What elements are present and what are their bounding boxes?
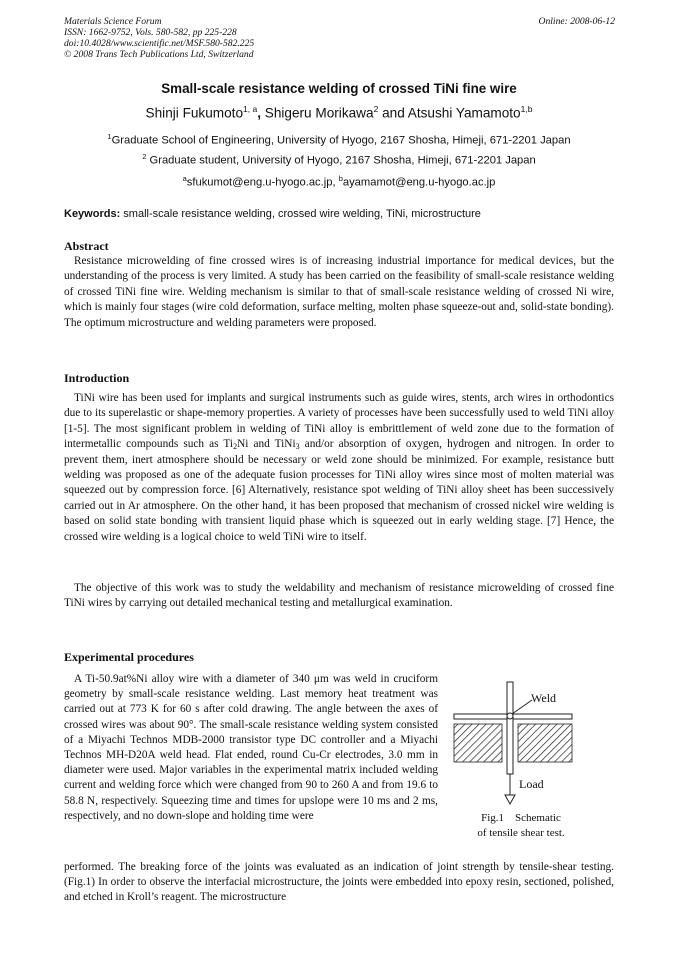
figure-caption	[462, 811, 580, 841]
weld-leader-line	[512, 700, 532, 714]
copyright: © 2008 Trans Tech Publications Ltd, Switzerland	[64, 49, 254, 60]
author-separator-and: and	[378, 105, 408, 121]
author-1-sup: 1, a	[243, 104, 258, 114]
subscript-3: 3	[295, 442, 300, 452]
figure-caption-line-1: Fig.1 Schematic	[481, 812, 561, 824]
keywords-label: Keywords:	[64, 208, 121, 220]
author-2-sup: 2	[373, 104, 379, 114]
author-1: Shinji Fukumoto	[145, 105, 244, 121]
author-line	[0, 104, 678, 121]
affiliation-1	[0, 132, 678, 147]
intro-text-c: and/or absorption of oxygen, hydrogen and nitrogen. In order to prevent them, inert atmosphere should be necessary or weld zone should be minimized. For example, resistance butt welding was proposed as one of the adequate fusion processes for TiNi alloy wires since most of molten material was squeezed out by compression force. [6] Alternatively, resistance spot welding of TiNi alloy sheet has been successively carried out in Ar atmosphere. On the other hand, it has been proposed that mechanism of crossed nickel wire welding is based on solid state bonding with transient liquid phase which is squeezed out in early welding stage. [7] Hence, the crossed wire welding is a logical choice to weld TiNi wire to itself.	[64, 438, 614, 543]
email-b-sup: b	[338, 174, 343, 183]
experimental-paragraph-continued: performed. The breaking force of the joints was evaluated as an indication of joint strength by tensile-shear testing. (Fig.1) In order to observe the interfacial microstructure, the joints were embedded into epoxy resin, sectioned, polished, and etched in Kroll’s reagent. The microstructure	[64, 861, 614, 904]
keywords-text: small-scale resistance welding, crossed wire welding, TiNi, microstructure	[120, 208, 481, 220]
vertical-wire	[507, 682, 513, 774]
intro-text-b: Ni and TiNi	[237, 438, 296, 451]
email-line	[0, 174, 678, 189]
load-label: Load	[519, 777, 544, 791]
email-a[interactable]: sfukumot@eng.u-hyogo.ac.jp,	[186, 176, 339, 189]
introduction-paragraph-2: The objective of this work was to study the weldability and mechanism of resistance microwelding of crossed fine TiNi wires by carrying out detailed mechanical testing and metallurgical examination.	[64, 582, 614, 610]
experimental-paragraph-left: A Ti-50.9at%Ni alloy wire with a diameter of 340 μm was weld in cruciform geometry by small-scale resistance welding. Last memory heat treatment was carried out at 773 K for 60 s after cold drawing. The angle between the axes of crossed wires was about 90°. The small-scale resistance welding system consisted of a Miyachi Technos MDB-2000 transistor type DC controller and a Miyachi Technos MH-D20A weld head. Flat ended, round Cu-Cr electrodes, 3.0 mm in diameter were used. Major variables in the experimental matrix included welding current and welding force which were changed from 90 to 260 A and from 19.6 to 58.8 N, respectively. Squeezing time and times for upslope were 10 ms and 2 ms, respectively, and no down-slope and holding time were	[64, 673, 438, 822]
weld-label: Weld	[531, 691, 557, 705]
author-3-sup: 1,b	[520, 104, 533, 114]
intro-text-a: TiNi wire has been used for implants and surgical instruments such as guide wires, stents, arch wires in orthodontics due to its superelastic or shape-memory properties. A variety of processes have been successfully used to weld TiNi alloy [1-5]. The most significant problem in welding of TiNi alloy is embrittlement of weld zone due to the formation of intermetallic compounds such as Ti	[64, 392, 614, 451]
introduction-heading: Introduction	[64, 371, 130, 385]
email-b[interactable]: ayamamot@eng.u-hyogo.ac.jp	[342, 176, 496, 189]
right-fixture	[518, 724, 572, 762]
keywords	[64, 208, 481, 220]
author-2: Shigeru Morikawa	[264, 105, 374, 121]
load-arrow-head	[505, 795, 515, 804]
subscript-2: 2	[233, 442, 238, 452]
doi: doi:10.4028/www.scientific.net/MSF.580-582.225	[64, 38, 255, 49]
online-date: Online: 2008-06-12	[538, 16, 615, 27]
affiliation-2-sup: 2	[142, 152, 147, 161]
journal-meta	[64, 16, 254, 60]
issn: ISSN: 1662-9752, Vols. 580-582, pp 225-228	[64, 27, 237, 38]
introduction-paragraph-1	[64, 391, 614, 545]
figure-caption-line-2: of tensile shear test.	[477, 827, 565, 839]
author-3: Atsushi Yamamoto	[407, 105, 521, 121]
experimental-heading: Experimental procedures	[64, 650, 194, 664]
author-separator: ,	[257, 105, 265, 121]
email-a-sup: a	[182, 174, 187, 183]
affiliation-2	[0, 152, 678, 167]
abstract-text: Resistance microwelding of fine crossed wires is of increasing industrial importance for medical devices, but the understanding of the process is very limited. A study has been carried on the feasibility of small-scale resistance welding of crossed TiNi fine wire. Welding mechanism is similar to that of small-scale resistance welding of crossed Ni wire, which is mainly four stages (wire cold deformation, surface melting, molten phase squeeze-out and, solid-state bonding). The optimum microstructure and welding parameters were proposed.	[64, 255, 614, 329]
affiliation-1-sup: 1	[107, 132, 112, 141]
affiliation-2-text: Graduate student, University of Hyogo, 2167 Shosha, Himeji, 671-2201 Japan	[146, 154, 536, 167]
paper-title: Small-scale resistance welding of crossed TiNi fine wire	[161, 81, 517, 96]
affiliation-1-text: Graduate School of Engineering, University of Hyogo, 2167 Shosha, Himeji, 671-2201 Japan	[111, 134, 571, 147]
abstract-heading: Abstract	[64, 239, 109, 253]
journal-name: Materials Science Forum	[64, 16, 162, 27]
left-fixture	[454, 724, 502, 762]
